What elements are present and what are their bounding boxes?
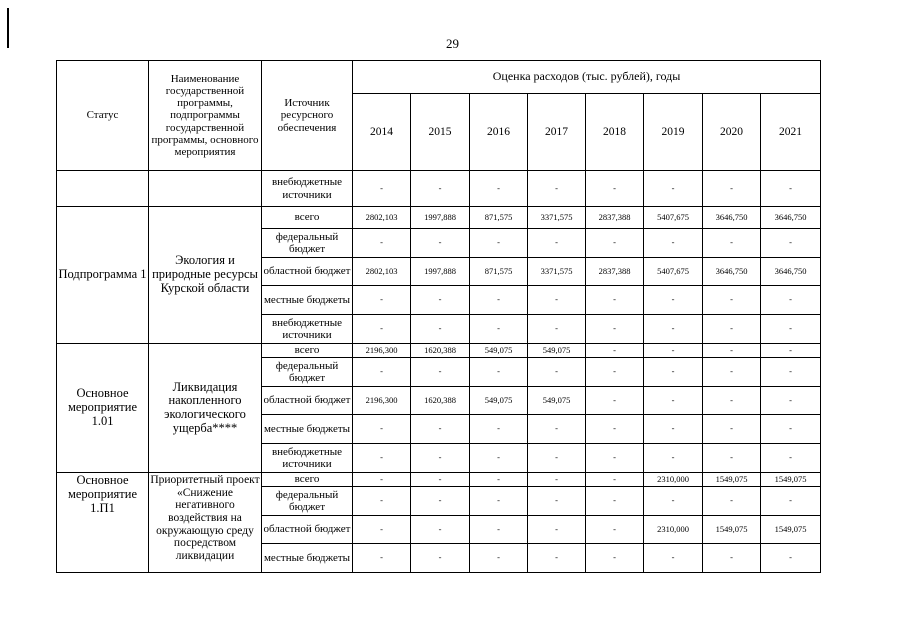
- source-cell: федеральный бюджет: [262, 487, 353, 516]
- value-cell: 2802,103: [353, 258, 411, 286]
- value-cell: -: [703, 344, 761, 358]
- value-cell: 2196,300: [353, 387, 411, 415]
- value-cell: -: [353, 229, 411, 258]
- value-cell: -: [586, 344, 644, 358]
- value-cell: -: [353, 358, 411, 387]
- value-cell: 2837,388: [586, 258, 644, 286]
- value-cell: -: [586, 444, 644, 473]
- value-cell: -: [761, 544, 821, 573]
- value-cell: -: [411, 516, 470, 544]
- value-cell: 549,075: [470, 387, 528, 415]
- value-cell: -: [528, 473, 586, 487]
- value-cell: -: [644, 544, 703, 573]
- value-cell: 2837,388: [586, 207, 644, 229]
- source-cell: всего: [262, 207, 353, 229]
- source-cell: внебюджетные источники: [262, 171, 353, 207]
- source-cell: областной бюджет: [262, 516, 353, 544]
- value-cell: 1997,888: [411, 258, 470, 286]
- table-body: [57, 171, 821, 573]
- value-cell: 1549,075: [761, 516, 821, 544]
- source-cell: внебюджетные источники: [262, 444, 353, 473]
- value-cell: -: [528, 171, 586, 207]
- value-cell: 3371,575: [528, 207, 586, 229]
- program-name-cell: Ликвидация накопленного экологического ущерба****: [149, 344, 262, 473]
- value-cell: -: [586, 387, 644, 415]
- value-cell: -: [528, 544, 586, 573]
- status-cell: Основное мероприятие 1.01: [57, 344, 149, 473]
- value-cell: -: [761, 286, 821, 315]
- value-cell: -: [411, 315, 470, 344]
- value-cell: 2310,000: [644, 516, 703, 544]
- value-cell: -: [644, 171, 703, 207]
- page-number: 29: [446, 36, 459, 51]
- program-name-cell: [149, 171, 262, 207]
- value-cell: -: [644, 487, 703, 516]
- value-cell: -: [761, 344, 821, 358]
- value-cell: -: [586, 315, 644, 344]
- source-cell: всего: [262, 473, 353, 487]
- value-cell: -: [411, 444, 470, 473]
- value-cell: -: [353, 487, 411, 516]
- source-cell: областной бюджет: [262, 258, 353, 286]
- header-year: 2014: [353, 94, 411, 171]
- value-cell: 1620,388: [411, 344, 470, 358]
- value-cell: -: [761, 415, 821, 444]
- budget-table: [56, 60, 821, 573]
- header-source: Источник ресурсного обеспечения: [262, 61, 353, 171]
- header-years-title: Оценка расходов (тыс. рублей), годы: [353, 61, 821, 94]
- value-cell: -: [644, 415, 703, 444]
- value-cell: -: [761, 358, 821, 387]
- header-year: 2020: [703, 94, 761, 171]
- header-status: Статус: [57, 61, 149, 171]
- value-cell: 549,075: [528, 387, 586, 415]
- value-cell: -: [586, 473, 644, 487]
- value-cell: -: [528, 516, 586, 544]
- value-cell: -: [470, 286, 528, 315]
- source-cell: федеральный бюджет: [262, 229, 353, 258]
- value-cell: -: [528, 487, 586, 516]
- source-cell: местные бюджеты: [262, 286, 353, 315]
- value-cell: -: [470, 171, 528, 207]
- value-cell: -: [761, 315, 821, 344]
- table-row: [57, 344, 821, 358]
- value-cell: -: [470, 516, 528, 544]
- value-cell: -: [644, 286, 703, 315]
- value-cell: -: [703, 286, 761, 315]
- value-cell: -: [353, 286, 411, 315]
- table-row: [57, 473, 821, 487]
- value-cell: 3646,750: [761, 258, 821, 286]
- program-name-cell: Экология и природные ресурсы Курской области: [149, 207, 262, 344]
- value-cell: -: [528, 358, 586, 387]
- status-cell: Подпрограмма 1: [57, 207, 149, 344]
- value-cell: -: [644, 358, 703, 387]
- value-cell: -: [703, 387, 761, 415]
- value-cell: -: [528, 315, 586, 344]
- value-cell: -: [470, 544, 528, 573]
- value-cell: -: [411, 544, 470, 573]
- value-cell: -: [586, 516, 644, 544]
- value-cell: -: [353, 516, 411, 544]
- value-cell: -: [470, 487, 528, 516]
- value-cell: -: [703, 487, 761, 516]
- header-year: 2019: [644, 94, 703, 171]
- value-cell: -: [353, 444, 411, 473]
- value-cell: -: [761, 387, 821, 415]
- value-cell: -: [411, 286, 470, 315]
- value-cell: -: [411, 415, 470, 444]
- source-cell: всего: [262, 344, 353, 358]
- value-cell: -: [644, 344, 703, 358]
- header-year: 2017: [528, 94, 586, 171]
- value-cell: -: [644, 444, 703, 473]
- value-cell: -: [586, 487, 644, 516]
- value-cell: -: [761, 171, 821, 207]
- value-cell: -: [411, 473, 470, 487]
- value-cell: -: [644, 229, 703, 258]
- value-cell: -: [761, 444, 821, 473]
- value-cell: 1549,075: [703, 516, 761, 544]
- table-row: [57, 171, 821, 207]
- source-cell: местные бюджеты: [262, 544, 353, 573]
- value-cell: -: [761, 229, 821, 258]
- value-cell: 2310,000: [644, 473, 703, 487]
- header-year: 2015: [411, 94, 470, 171]
- header-name: Наименование государственной программы, подпрограммы государственной программы, основного мероприятия: [149, 61, 262, 171]
- status-cell: [57, 171, 149, 207]
- value-cell: 3646,750: [703, 258, 761, 286]
- source-cell: местные бюджеты: [262, 415, 353, 444]
- value-cell: 3646,750: [761, 207, 821, 229]
- value-cell: -: [586, 544, 644, 573]
- value-cell: -: [470, 473, 528, 487]
- value-cell: -: [644, 315, 703, 344]
- value-cell: 3646,750: [703, 207, 761, 229]
- value-cell: -: [703, 415, 761, 444]
- source-cell: областной бюджет: [262, 387, 353, 415]
- header-year: 2021: [761, 94, 821, 171]
- value-cell: 871,575: [470, 258, 528, 286]
- value-cell: 5407,675: [644, 207, 703, 229]
- value-cell: 1620,388: [411, 387, 470, 415]
- value-cell: 549,075: [470, 344, 528, 358]
- value-cell: 2802,103: [353, 207, 411, 229]
- value-cell: 1549,075: [761, 473, 821, 487]
- header-year: 2018: [586, 94, 644, 171]
- value-cell: -: [411, 487, 470, 516]
- value-cell: 3371,575: [528, 258, 586, 286]
- value-cell: -: [470, 315, 528, 344]
- value-cell: -: [353, 315, 411, 344]
- value-cell: 1997,888: [411, 207, 470, 229]
- value-cell: 2196,300: [353, 344, 411, 358]
- source-cell: федеральный бюджет: [262, 358, 353, 387]
- value-cell: -: [644, 387, 703, 415]
- value-cell: -: [703, 171, 761, 207]
- value-cell: -: [353, 473, 411, 487]
- value-cell: -: [353, 415, 411, 444]
- value-cell: -: [586, 229, 644, 258]
- value-cell: -: [703, 358, 761, 387]
- value-cell: -: [586, 171, 644, 207]
- value-cell: -: [703, 544, 761, 573]
- table-row: [57, 207, 821, 229]
- program-name-cell: Приоритетный проект «Снижение негативного воздействия на окружающую среду посредством ликвидации: [149, 473, 262, 573]
- value-cell: -: [411, 229, 470, 258]
- value-cell: -: [586, 286, 644, 315]
- value-cell: -: [586, 358, 644, 387]
- value-cell: -: [528, 229, 586, 258]
- value-cell: -: [411, 171, 470, 207]
- value-cell: -: [528, 286, 586, 315]
- value-cell: -: [528, 444, 586, 473]
- value-cell: 1549,075: [703, 473, 761, 487]
- header-year: 2016: [470, 94, 528, 171]
- value-cell: -: [528, 415, 586, 444]
- value-cell: 549,075: [528, 344, 586, 358]
- value-cell: -: [703, 229, 761, 258]
- value-cell: -: [411, 358, 470, 387]
- value-cell: 5407,675: [644, 258, 703, 286]
- value-cell: -: [353, 544, 411, 573]
- value-cell: -: [353, 171, 411, 207]
- value-cell: -: [586, 415, 644, 444]
- value-cell: -: [761, 487, 821, 516]
- value-cell: -: [470, 444, 528, 473]
- value-cell: -: [703, 444, 761, 473]
- value-cell: -: [470, 358, 528, 387]
- value-cell: -: [703, 315, 761, 344]
- value-cell: -: [470, 229, 528, 258]
- value-cell: -: [470, 415, 528, 444]
- value-cell: 871,575: [470, 207, 528, 229]
- source-cell: внебюджетные источники: [262, 315, 353, 344]
- status-cell: Основное мероприятие 1.П1: [57, 473, 149, 573]
